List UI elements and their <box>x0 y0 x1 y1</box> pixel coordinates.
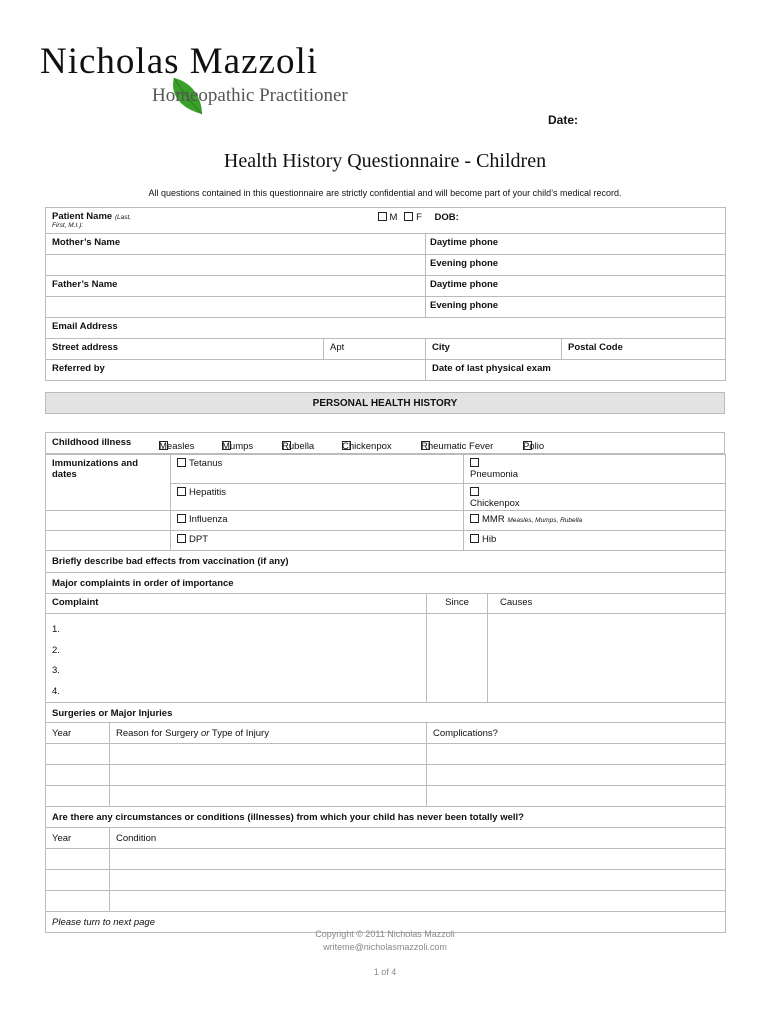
turn-page-note: Please turn to next page <box>46 912 726 933</box>
postal-field[interactable] <box>562 339 726 360</box>
vaccination-effects-field[interactable] <box>46 551 726 573</box>
patient-name-hint-b: First, M.I.): <box>52 222 84 229</box>
patient-name-label: Patient Name <box>52 211 113 222</box>
surgery-year-cell[interactable] <box>46 765 110 786</box>
chickenpox-vax-checkbox[interactable] <box>470 487 479 496</box>
mmr-cell[interactable] <box>464 511 726 531</box>
tetanus-checkbox[interactable] <box>177 458 186 467</box>
dpt-checkbox[interactable] <box>177 534 186 543</box>
date-label: Date: <box>548 113 579 127</box>
condition-cell[interactable] <box>110 870 726 891</box>
page-number: 1 of 4 <box>373 967 397 977</box>
apt-field[interactable] <box>324 339 426 360</box>
chickenpox-vax-cell[interactable] <box>464 484 726 511</box>
father-daytime-label: Daytime phone <box>430 279 499 290</box>
surgery-reason-a: Reason for Surgery <box>116 728 202 739</box>
apt-label: Apt <box>330 342 345 353</box>
female-label: F <box>416 212 422 223</box>
influenza-label: Influenza <box>189 514 228 525</box>
surgery-reason-or: or <box>201 728 210 739</box>
immunizations-blank-b <box>46 531 171 551</box>
section-header: PERSONAL HEALTH HISTORY <box>45 392 725 414</box>
condition-col-header: Condition <box>110 828 726 849</box>
last-exam-field[interactable] <box>426 360 726 381</box>
referred-field[interactable] <box>46 360 426 381</box>
hib-label: Hib <box>482 534 497 545</box>
surgery-complications-cell[interactable] <box>427 744 726 765</box>
hib-checkbox[interactable] <box>470 534 479 543</box>
mumps-label: Mumps <box>222 441 254 452</box>
surgery-reason-col-header <box>110 723 427 744</box>
immunizations-blank-a <box>46 511 171 531</box>
tetanus-label: Tetanus <box>189 458 223 469</box>
surgery-complications-cell[interactable] <box>427 765 726 786</box>
email-field[interactable] <box>46 318 726 339</box>
mother-daytime-label: Daytime phone <box>430 237 499 248</box>
city-field[interactable] <box>426 339 562 360</box>
condition-cell[interactable] <box>110 891 726 912</box>
childhood-label: Childhood illness <box>52 437 132 448</box>
postal-label: Postal Code <box>568 342 623 353</box>
rubella-label: Rubella <box>282 441 315 452</box>
logo-subtitle: Homeopathic Practitioner <box>152 85 348 106</box>
condition-year-col-header: Year <box>46 828 110 849</box>
chickenpox-vax-label: Chickenpox <box>470 498 520 509</box>
street-label: Street address <box>52 342 119 353</box>
mmr-hint: Measles, Mumps, Rubella <box>507 517 583 524</box>
dpt-label: DPT <box>189 534 208 545</box>
condition-cell[interactable] <box>110 849 726 870</box>
childhood-illness-row <box>45 432 725 454</box>
vaccination-effects-label: Briefly describe bad effects from vaccination (if any) <box>52 556 289 567</box>
street-field[interactable] <box>46 339 324 360</box>
mother-evening-label: Evening phone <box>430 258 499 269</box>
rheumatic-label: Rheumatic Fever <box>421 441 494 452</box>
influenza-checkbox[interactable] <box>177 514 186 523</box>
surgery-year-cell[interactable] <box>46 786 110 807</box>
last-exam-label: Date of last physical exam <box>432 363 551 374</box>
condition-year-cell[interactable] <box>46 849 110 870</box>
surgery-complications-cell[interactable] <box>427 786 726 807</box>
footer-email: writeme@nicholasmazzoli.com <box>323 942 447 952</box>
causes-cell[interactable] <box>488 614 726 703</box>
polio-label: Polio <box>523 441 545 452</box>
father-name-field[interactable] <box>46 276 426 297</box>
male-label: M <box>389 212 398 223</box>
email-label: Email Address <box>52 321 118 332</box>
father-evening-label: Evening phone <box>430 300 499 311</box>
footer-copyright: Copyright © 2011 Nicholas Mazzoli <box>315 929 455 939</box>
father-name-label: Father’s Name <box>52 279 118 290</box>
mmr-label: MMR <box>482 514 505 525</box>
surgery-year-cell[interactable] <box>46 744 110 765</box>
influenza-cell[interactable] <box>171 511 464 531</box>
mother-evening-field[interactable] <box>426 255 726 276</box>
measles-label: Measles <box>159 441 195 452</box>
patient-name-hint-a: (Last, <box>114 214 132 221</box>
complaints-heading: Major complaints in order of importance <box>46 573 726 594</box>
father-daytime-field[interactable] <box>426 276 726 297</box>
mother-name-field[interactable] <box>46 234 426 255</box>
complaint-row-3: 3. <box>52 665 60 676</box>
father-blank <box>46 297 426 318</box>
surgery-reason-b: Type of Injury <box>209 728 269 739</box>
pneumonia-label: Pneumonia <box>470 469 519 480</box>
chickenpox-label: Chickenpox <box>342 441 392 452</box>
pneumonia-cell[interactable] <box>464 455 726 484</box>
since-col-header: Since <box>427 594 488 614</box>
hepatitis-label: Hepatitis <box>189 487 226 498</box>
pneumonia-checkbox[interactable] <box>470 458 479 467</box>
mother-name-label: Mother’s Name <box>52 237 121 248</box>
city-label: City <box>432 342 450 353</box>
surgeries-heading: Surgeries or Major Injuries <box>46 703 726 723</box>
father-evening-field[interactable] <box>426 297 726 318</box>
immunizations-label: Immunizations and dates <box>46 455 171 511</box>
health-history-table <box>45 454 726 933</box>
page-title: Health History Questionnaire - Children <box>223 150 547 172</box>
patient-info-table <box>45 207 726 381</box>
complaint-row-1: 1. <box>52 624 60 635</box>
complaint-list[interactable] <box>46 614 427 703</box>
complaint-row-2: 2. <box>52 644 60 656</box>
logo-name: Nicholas Mazzoli <box>40 41 318 82</box>
complaint-col-header: Complaint <box>46 594 427 614</box>
mother-daytime-field[interactable] <box>426 234 726 255</box>
condition-year-cell[interactable] <box>46 891 110 912</box>
tetanus-cell[interactable] <box>171 455 464 484</box>
causes-col-header: Causes <box>488 594 726 614</box>
hib-cell[interactable] <box>464 531 726 551</box>
referred-label: Referred by <box>52 363 105 374</box>
mother-blank <box>46 255 426 276</box>
hepatitis-cell[interactable] <box>171 484 464 511</box>
conditions-heading: Are there any circumstances or conditions (illnesses) from which your child has never been totally well? <box>46 807 726 828</box>
surgery-year-col-header: Year <box>46 723 110 744</box>
mmr-checkbox[interactable] <box>470 514 479 523</box>
surgery-reason-cell[interactable] <box>110 744 427 765</box>
surgery-reason-cell[interactable] <box>110 786 427 807</box>
complications-col-header: Complications? <box>427 723 726 744</box>
male-checkbox[interactable] <box>378 212 387 221</box>
since-cell[interactable] <box>427 614 488 703</box>
confidential-note: All questions contained in this questionnaire are strictly confidential and will become part of your child’s medical record. <box>148 188 622 198</box>
hepatitis-checkbox[interactable] <box>177 487 186 496</box>
dob-label: DOB: <box>434 212 459 223</box>
complaint-row-4: 4. <box>52 685 60 697</box>
surgery-reason-cell[interactable] <box>110 765 427 786</box>
dpt-cell[interactable] <box>171 531 464 551</box>
patient-name-field[interactable] <box>46 208 426 234</box>
condition-year-cell[interactable] <box>46 870 110 891</box>
female-checkbox[interactable] <box>404 212 413 221</box>
